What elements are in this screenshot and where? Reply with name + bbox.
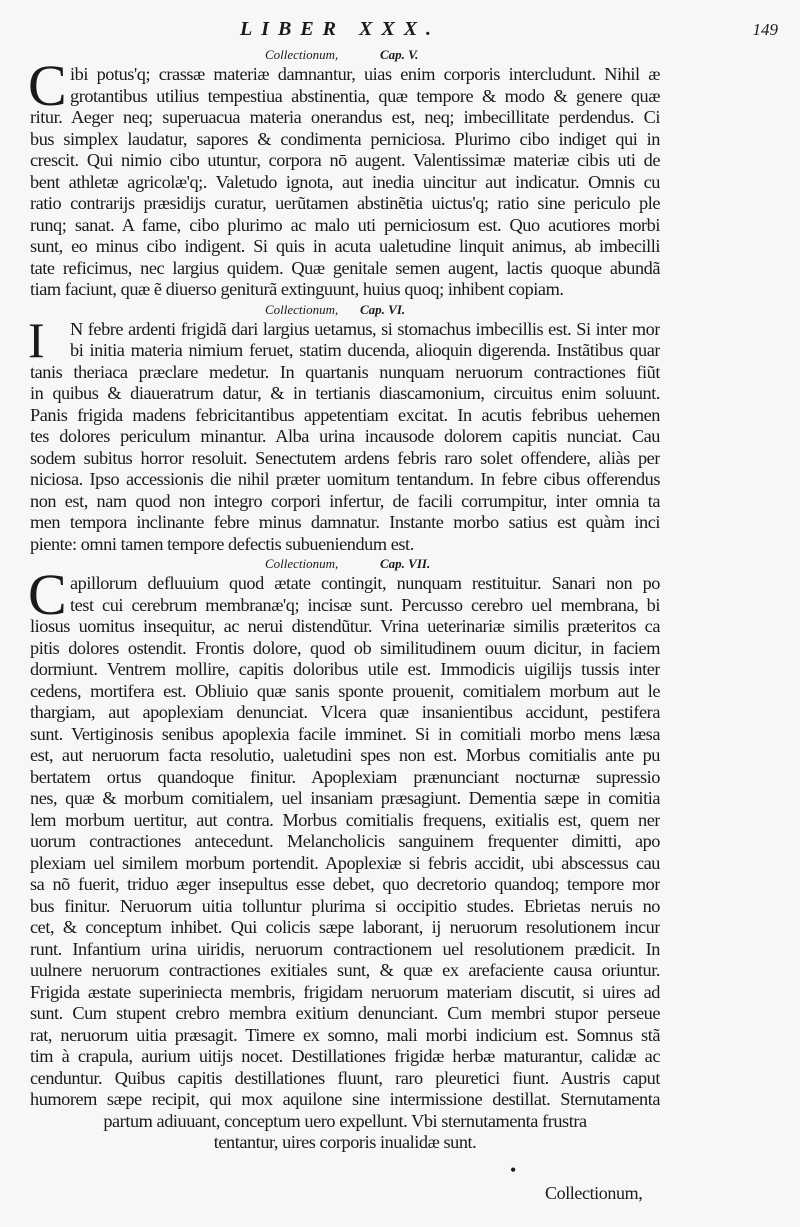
heading-cap: Cap. VII. xyxy=(380,556,431,571)
text-line: tes dolores periculum minantur. Alba urina incausode dolorem capitis nunciat. Cau xyxy=(30,426,660,446)
main-text xyxy=(30,46,660,1154)
text-line: partum adiuuant, conceptum uero expellunt. Vbi sternutamenta frustra xyxy=(103,1110,587,1131)
text-line: men tempora inclinante febre minus damnatur. Instante morbo satius est quàm inci xyxy=(30,512,660,532)
text-line: dormiunt. Ventrem mollire, capitis doloribus utile est. Immodicis uigilijs tussis inter xyxy=(30,659,660,679)
text-line: bent athletæ agricolæ'q;. Valetudo ignota, aut inedia uincitur aut indicatur. Omnis cu xyxy=(30,171,660,192)
text-line: N febre ardenti frigidã dari largius uetamus, si stomachus imbecillis est. Si inter mor xyxy=(70,318,660,339)
text-line: rat, neruorum uitia præsagit. Timere ex somno, mali morbi indicium est. Somnus stã xyxy=(30,1024,660,1045)
heading-collectionum: Collectionum, xyxy=(265,556,339,571)
text-line: humorem sæpe recipit, qui mox aquilone sine intermissione destillat. Sternutamenta xyxy=(30,1089,660,1109)
running-title: LIBER XXX. xyxy=(240,18,441,40)
text-line: bertatem ortus quandoque finitur. Apoplexiam prænunciant nocturnæ supressio xyxy=(30,766,660,787)
text-line: niciosa. Ipso accessionis die nihil præter uomitum tentandum. In febre cibus offerendus xyxy=(30,469,660,489)
text-line: lem morbum uertitur, aut contra. Morbus comitialis frequens, exitialis est, quem ner xyxy=(30,809,660,830)
text-line: sa nõ fuerit, triduo æger insepultus esse debet, quo decretorio quandoq; tempore mor xyxy=(30,874,660,894)
text-line: test cui cerebrum membranæ'q; incisæ sunt. Percusso cerebro uel membrana, bi xyxy=(70,594,660,615)
text-line: crescit. Qui nimio cibo utuntur, corpora nō augent. Valentissimæ materiæ cibis uti de xyxy=(30,150,660,170)
text-line: Frigida æstate superiniecta membris, frigidam neruorum materiam discutit, si uires ad xyxy=(30,981,660,1002)
text-line: cenduntur. Quibus capitis destillationes fluunt, raro pleuretici fiunt. Austris caput xyxy=(30,1067,660,1088)
text-line: tanis theriaca præclare medetur. In quartanis nunquam neruorum contractiones fiũt xyxy=(30,361,660,382)
text-line: nes, quæ & morbum comitialem, uel insaniam præsagiunt. Dementia sæpe in comitia xyxy=(30,788,660,808)
heading-collectionum: Collectionum, xyxy=(265,301,339,317)
text-line: liosus uomitus insequitur, ac nerui distendũtur. Vrina ueterinariæ similis præteritos ca xyxy=(30,616,660,636)
text-line: bus finitur. Neruorum uitia tolluntur plurima si occipitio studes. Ebrietas neruis no xyxy=(30,895,660,916)
text-line: tim à crapula, aurium uitijs nocet. Destillationes frigidæ herbæ maturantur, calidæ ac xyxy=(30,1046,660,1066)
text-line: ibi potus'q; crassæ materiæ damnantur, uias enim corporis intercludunt. Nihil æ xyxy=(70,64,660,84)
text-line: uorum contractiones antecedunt. Melancholicis sanguinem frequenter dimitti, apo xyxy=(30,831,660,851)
chapter-heading xyxy=(30,301,660,319)
catchword: Collectionum, xyxy=(545,1183,643,1203)
text-line: runq; sanat. A fame, cibo plurimo ac malo uti perniciosum est. Quo acutiores morbi xyxy=(30,214,660,235)
text-line: bi initia materia nimium feruet, statim ducenda, alioquin digerenda. Instãtibus quar xyxy=(70,340,660,360)
text-line: tiam faciunt, quæ ẽ diuerso geniturã extinguunt, huius quoq; inhibent copiam. xyxy=(30,279,564,299)
text-line: cet, & conceptum inhibet. Qui colicis sæpe laborant, ij neruorum resolutionem incur xyxy=(30,917,660,937)
heading-cap: Cap. V. xyxy=(380,47,419,62)
text-line: sunt. Cum stupent crebro membra exitium denunciant. Cum membri stupor perseue xyxy=(30,1003,660,1023)
text-line: ratio contrarijs præsidijs curatur, uerũtamen abstinẽtia uictus'q; ratio sine periculo ple xyxy=(30,193,660,213)
text-line: thargiam, aut apoplexiam denunciat. Vlcera quæ insanientibus accidunt, pestifera xyxy=(30,702,660,722)
text-line: plexiam uel similem morbum portendit. Apoplexiæ si febris accidit, ubi abscessus cau xyxy=(30,852,660,873)
text-line: apillorum defluuium quod ætate contingit, nunquam restituitur. Sanari non po xyxy=(70,573,660,593)
ornament-dot: • xyxy=(510,1160,517,1180)
text-line: est, aut neruorum facta resolutio, ualetudini spes non est. Morbus comitialis ante pu xyxy=(30,745,660,765)
text-line: sunt, eo minus cibo indigent. Si quis in acuta ualetudine linquit animus, ab imbecilli xyxy=(30,236,660,256)
text-line: runt. Infantium urina uiridis, neruorum contractionem uel resolutionem prædicit. In xyxy=(30,938,660,959)
text-line: in quibus & diaueratrum datur, & in tertianis diascamonium, circuitus enim soluunt. xyxy=(30,383,660,403)
drop-cap: I xyxy=(28,311,45,368)
text-line: ritur. Aeger neq; superuacua materia onerandus est, neq; imbecillitate perdendus. Ci xyxy=(30,107,660,127)
drop-cap: C xyxy=(28,562,67,627)
text-line: piente: omni tamen tempore defectis subueniendum est. xyxy=(30,533,414,554)
heading-cap: Cap. VI. xyxy=(360,301,406,317)
text-line: Panis frigida madens febricitantibus appetentiam excitat. In acutis febribus uehemen xyxy=(30,404,660,425)
page-header xyxy=(0,18,800,44)
text-line: sunt. Vertiginosis senibus apoplexia facile imminet. Si in comitiali morbo mens læsa xyxy=(30,723,660,744)
text-line: non est, nam quod non integro corpori infertur, de facili corrumpitur, inter omnia ta xyxy=(30,490,660,511)
text-line: tate reficimus, nec largius quidem. Quæ genitale semen augent, lactis quoque abundã xyxy=(30,257,660,278)
text-line: bus simplex laudatur, sapores & condimenta perniciosa. Plurimo cibo indiget qui in xyxy=(30,128,660,149)
folio-number: 149 xyxy=(752,20,778,39)
chapter-text xyxy=(28,311,660,556)
text-line: uulnere neruorum contractiones exitiales sunt, & quæ ex arefaciente causa oriuntur. xyxy=(30,960,660,980)
heading-collectionum: Collectionum, xyxy=(265,47,339,62)
chapter-heading xyxy=(30,46,660,64)
text-line: sodem subitus horror resoluit. Senectutem ardens febris raro solet offendere, aliàs per xyxy=(30,447,660,468)
text-line: cedens, mortifera est. Obliuio quæ sanis sponte prouenit, comitialem morbum aut le xyxy=(30,680,660,701)
text-line: tentantur, uires corporis inualidæ sunt. xyxy=(213,1132,477,1152)
text-line: grotantibus utilius tempestiua abstinentia, quæ tempore & modo & genere quæ xyxy=(70,85,660,106)
text-line: pitis dolores ostendit. Frontis dolore, quod ob similitudinem ouum dicitur, in faciem xyxy=(30,637,660,658)
chapter-heading xyxy=(30,555,660,573)
drop-cap: C xyxy=(28,53,67,118)
